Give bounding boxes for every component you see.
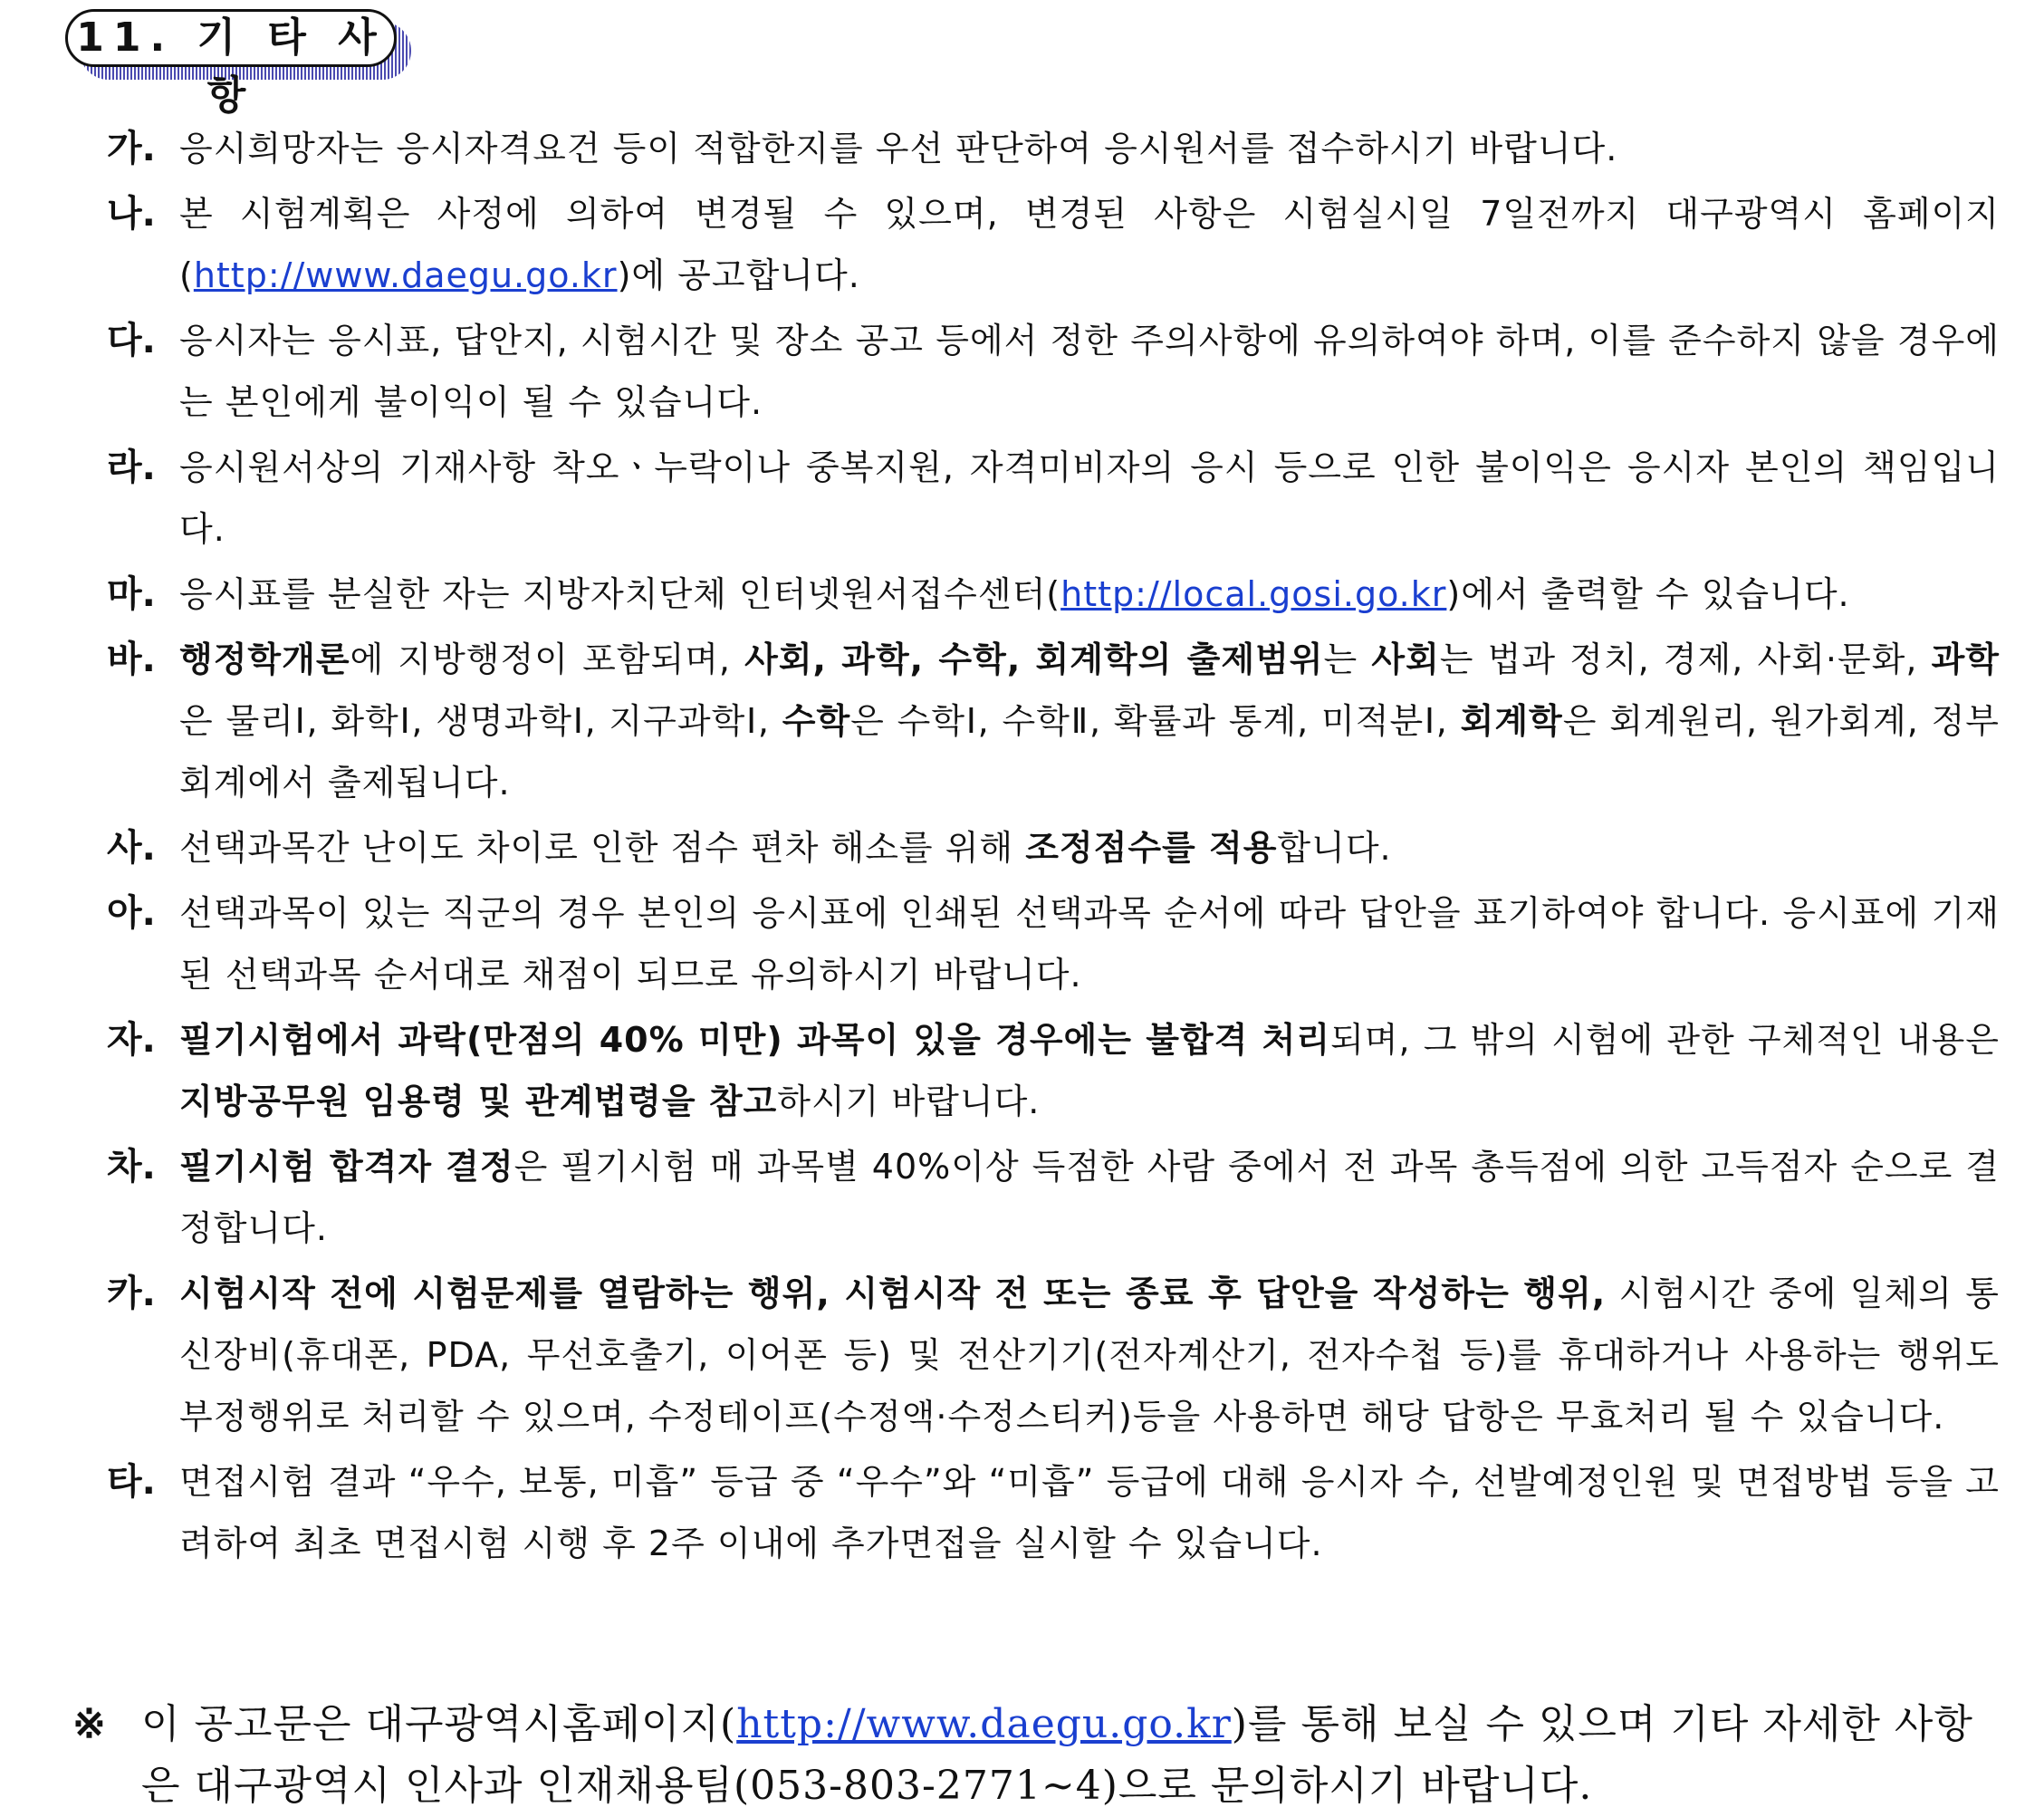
notice-item [107, 183, 2000, 306]
item-marker: 타. [107, 1461, 156, 1503]
url-link[interactable]: http://www.daegu.go.kr [193, 255, 618, 295]
emphasis-text: 회계학 [1460, 701, 1563, 741]
body-text: 면접시험 결과 “우수, 보통, 미흡” 등급 중 “우수”와 “미흡” 등급에 대해 응시자 수, 선발예정인원 및 면접방법 등을 고려하여 최초 면접시험 시행 후 2주 이내에 추가면접을 실시할 수 있습니다. [179, 1462, 2000, 1563]
body-text: 하시기 바랍니다. [777, 1082, 1041, 1121]
notice-item [107, 1009, 2000, 1132]
body-text: 응시원서상의 기재사항 착오ㆍ누락이나 중복지원, 자격미비자의 응시 등으로 인한 불이익은 응시자 본인의 책임입니다. [179, 447, 2000, 549]
item-marker: 사. [107, 827, 156, 869]
body-text: )를 통해 보실 수 있으며 기타 자세한 사항은 대구광역시 인사과 인재채용팀(053-803-2771~4)으로 문의하시기 바랍니다. [141, 1701, 1973, 1809]
emphasis-text: 사회, 과학, 수학, 회계학의 출제범위 [744, 639, 1324, 679]
emphasis-text: 시험시작 전에 시험문제를 열람하는 행위, 시험시작 전 또는 종료 후 답안을 작성하는 행위, [179, 1274, 1607, 1313]
emphasis-text: 조정점수를 적용 [1025, 828, 1278, 868]
notice-item [107, 882, 2000, 1005]
body-text: 선택과목간 난이도 차이로 인한 점수 편차 해소를 위해 [179, 828, 1026, 868]
notice-list [107, 118, 2000, 1574]
item-text [179, 817, 2000, 879]
item-text [179, 310, 2000, 433]
item-marker: 마. [107, 573, 156, 615]
body-text: 응시희망자는 응시자격요건 등이 적합한지를 우선 판단하여 응시원서를 접수하시기 바랍니다. [179, 129, 1618, 168]
body-text: 는 법과 정치, 경제, 사회·문화, [1439, 639, 1932, 679]
notice-item [107, 563, 2000, 625]
notice-item [107, 817, 2000, 879]
notice-item [107, 1451, 2000, 1574]
body-text: 는 [1323, 639, 1372, 679]
emphasis-text: 과학 [1931, 639, 2000, 679]
notice-item [107, 629, 2000, 813]
item-text [179, 1009, 2000, 1132]
item-text [179, 183, 2000, 306]
notice-item [107, 310, 2000, 433]
item-text [179, 563, 2000, 625]
emphasis-text: 필기시험 합격자 결정 [179, 1147, 514, 1187]
section-header [65, 9, 414, 119]
item-marker: 바. [107, 639, 156, 680]
body-text: 시험시간 중에 일체의 통신장비(휴대폰, PDA, 무선호출기, 이어폰 등) 및 전산기기(전자계산기, 전자수첩 등)를 휴대하거나 사용하는 행위도 부정행위로 처리할 수 있으며, 수정테이프(수정액·수정스티커)등을 사용하면 해당 답항은 무효처리 될 수 있습니다. [179, 1274, 2000, 1437]
body-text: 본 시험계획은 사정에 의하여 변경될 수 있으며, 변경된 사항은 시험실시일 7일전까지 대구광역시 홈페이지( [179, 194, 2000, 295]
item-text [179, 1451, 2000, 1574]
body-text: 은 회계원리, 원가회계, 정부회계에서 출제됩니다. [179, 701, 2000, 803]
item-text [179, 882, 2000, 1005]
body-text: 응시표를 분실한 자는 지방자치단체 인터넷원서접수센터( [179, 574, 1061, 614]
item-marker: 아. [107, 892, 156, 934]
emphasis-text: 필기시험에서 과락(만점의 40% 미만) 과목이 있을 경우에는 불합격 처리 [179, 1020, 1331, 1060]
emphasis-text: 수학 [782, 701, 851, 741]
item-marker: 자. [107, 1019, 156, 1061]
item-marker: 차. [107, 1146, 156, 1187]
emphasis-text: 사회 [1371, 639, 1440, 679]
item-text [179, 1136, 2000, 1259]
item-marker: 카. [107, 1273, 156, 1314]
body-text: 은 물리Ⅰ, 화학Ⅰ, 생명과학Ⅰ, 지구과학Ⅰ, [179, 701, 782, 741]
item-text [179, 629, 2000, 813]
item-marker: 가. [107, 128, 156, 169]
body-text: 에 지방행정이 포함되며, [350, 639, 745, 679]
body-text: 은 수학Ⅰ, 수학Ⅱ, 확률과 통계, 미적분Ⅰ, [850, 701, 1461, 741]
body-text: )에서 출력할 수 있습니다. [1446, 574, 1850, 614]
item-marker: 다. [107, 320, 156, 361]
body-text: )에 공고합니다. [617, 255, 860, 295]
body-text: 은 필기시험 매 과목별 40%이상 득점한 사람 중에서 전 과목 총득점에 의한 고득점자 순으로 결정합니다. [179, 1147, 2000, 1248]
emphasis-text: 행정학개론 [179, 639, 350, 679]
url-link[interactable]: http://www.daegu.go.kr [736, 1701, 1232, 1747]
section-title: 11. 기 타 사 항 [76, 14, 386, 119]
reference-mark: ※ [72, 1701, 106, 1747]
item-text [179, 1263, 2000, 1447]
item-marker: 라. [107, 447, 156, 488]
footer-note [72, 1694, 1992, 1817]
footer-note-text [72, 1694, 1992, 1817]
url-link[interactable]: http://local.gosi.go.kr [1060, 574, 1447, 614]
notice-item [107, 118, 2000, 179]
item-text [179, 118, 2000, 179]
item-marker: 나. [107, 193, 156, 235]
item-text [179, 437, 2000, 560]
body-text: 응시자는 응시표, 답안지, 시험시간 및 장소 공고 등에서 정한 주의사항에 유의하여야 하며, 이를 준수하지 않을 경우에는 본인에게 불이익이 될 수 있습니다. [179, 321, 2000, 422]
body-text: 합니다. [1277, 828, 1392, 868]
body-text: 되며, 그 밖의 시험에 관한 구체적인 내용은 [1330, 1020, 2000, 1060]
body-text: 이 공고문은 대구광역시홈페이지( [141, 1701, 737, 1747]
emphasis-text: 지방공무원 임용령 및 관계법령을 참고 [179, 1082, 778, 1121]
notice-item [107, 437, 2000, 560]
notice-item [107, 1263, 2000, 1447]
body-text: 선택과목이 있는 직군의 경우 본인의 응시표에 인쇄된 선택과목 순서에 따라 답안을 표기하여야 합니다. 응시표에 기재된 선택과목 순서대로 채점이 되므로 유의하시기 바랍니다. [179, 893, 2000, 995]
notice-item [107, 1136, 2000, 1259]
